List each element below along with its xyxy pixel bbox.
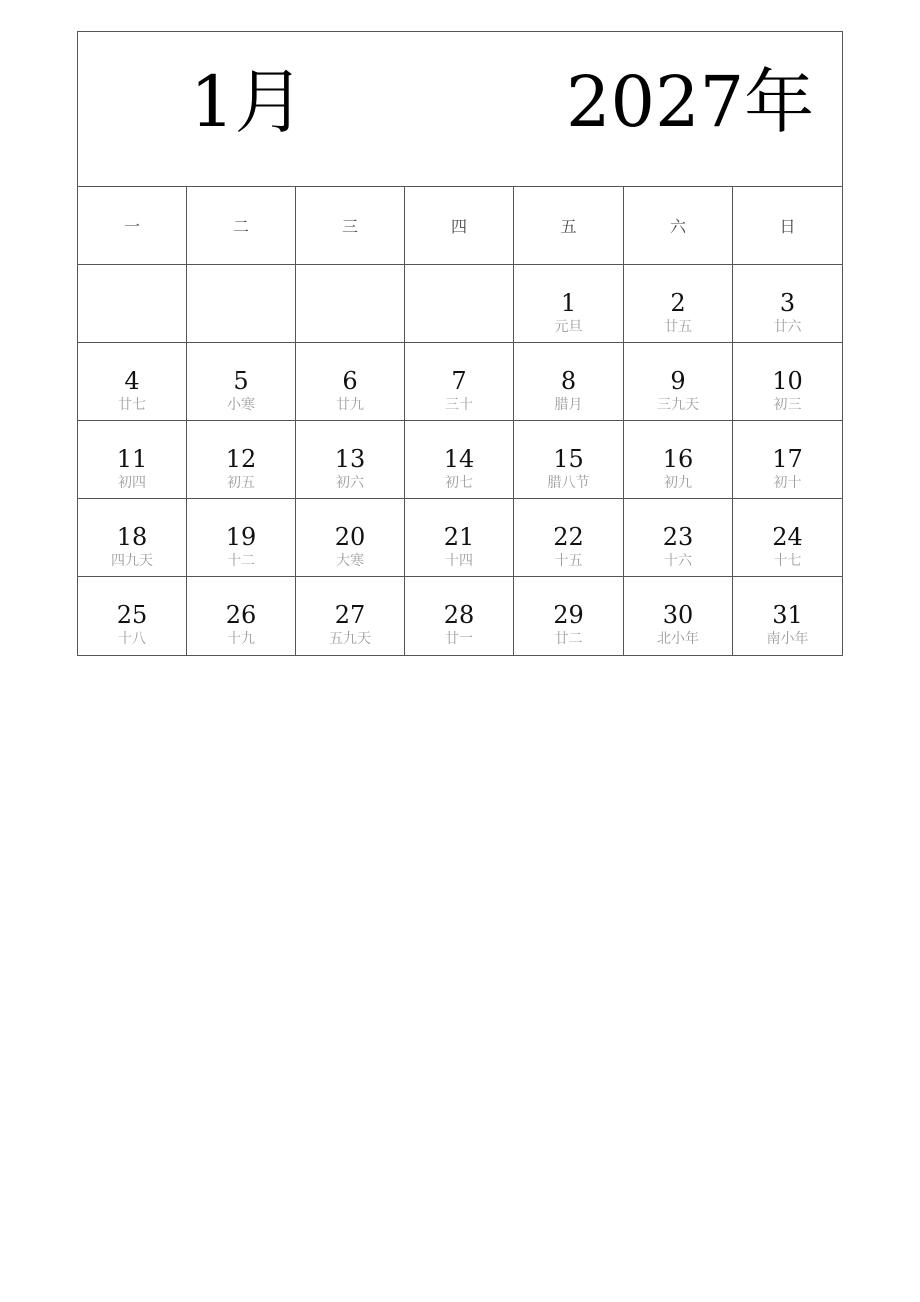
day-number: 26: [225, 601, 257, 629]
weekday-tue: 二: [187, 187, 296, 265]
day-number: 25: [116, 601, 148, 629]
day-cell: [624, 265, 733, 343]
weekday-thu: 四: [405, 187, 514, 265]
day-number: 30: [662, 601, 694, 629]
day-number: 8: [560, 367, 577, 395]
day-cell: [78, 343, 187, 421]
day-cell: [733, 343, 842, 421]
lunar-label: 大寒: [336, 553, 364, 569]
lunar-label: 初三: [773, 397, 802, 413]
day-number: 3: [779, 289, 796, 317]
calendar-header: [78, 32, 842, 187]
day-number: 27: [334, 601, 366, 629]
lunar-label: 十二: [227, 553, 255, 569]
day-cell: [187, 577, 296, 655]
lunar-label: 十六: [664, 553, 692, 569]
day-number: 1: [560, 289, 577, 317]
weekday-mon: 一: [78, 187, 187, 265]
day-cell: [187, 499, 296, 577]
day-cell: [187, 343, 296, 421]
day-cell: [296, 421, 405, 499]
day-cell: [296, 499, 405, 577]
day-cell: [733, 499, 842, 577]
day-number: 16: [662, 445, 694, 473]
lunar-label: 廿二: [554, 631, 583, 647]
lunar-label: 初十: [773, 475, 802, 491]
day-cell: [624, 421, 733, 499]
day-cell: [624, 577, 733, 655]
lunar-label: 初六: [336, 475, 364, 491]
day-cell: [78, 499, 187, 577]
day-number: 18: [116, 523, 148, 551]
day-cell-empty: [187, 265, 296, 343]
lunar-label: 廿九: [336, 397, 364, 413]
day-number: 21: [443, 523, 475, 551]
day-cell: [296, 577, 405, 655]
calendar: [77, 31, 843, 656]
day-cell: [296, 343, 405, 421]
day-cell-empty: [78, 265, 187, 343]
lunar-label: 小寒: [227, 397, 255, 413]
lunar-label: 廿五: [664, 319, 692, 335]
day-number: 10: [772, 367, 803, 395]
day-number: 11: [116, 445, 148, 473]
day-number: 5: [233, 367, 249, 395]
lunar-label: 十四: [445, 553, 473, 569]
calendar-grid: [78, 187, 842, 655]
lunar-label: 元旦: [554, 319, 583, 335]
day-number: 31: [772, 601, 803, 629]
day-number: 13: [334, 445, 366, 473]
lunar-label: 廿一: [445, 631, 473, 647]
lunar-label: 四九天: [111, 553, 153, 569]
lunar-label: 十八: [118, 631, 146, 647]
lunar-label: 初五: [227, 475, 255, 491]
day-number: 17: [772, 445, 803, 473]
day-number: 28: [443, 601, 475, 629]
day-number: 20: [334, 523, 366, 551]
day-number: 4: [124, 367, 140, 395]
day-cell: [733, 421, 842, 499]
lunar-label: 初四: [118, 475, 146, 491]
day-cell: [624, 499, 733, 577]
lunar-label: 十七: [773, 553, 802, 569]
day-cell: [733, 265, 842, 343]
day-number: 22: [553, 523, 584, 551]
lunar-label: 初七: [445, 475, 473, 491]
day-cell: [405, 343, 514, 421]
day-number: 6: [342, 367, 358, 395]
lunar-label: 十九: [227, 631, 255, 647]
day-number: 12: [225, 445, 257, 473]
day-cell: [78, 421, 187, 499]
lunar-label: 三十: [445, 397, 473, 413]
lunar-label: 北小年: [657, 631, 699, 647]
day-cell-empty: [405, 265, 514, 343]
day-cell: [733, 577, 842, 655]
lunar-label: 廿六: [773, 319, 802, 335]
weekday-wed: 三: [296, 187, 405, 265]
day-cell: [514, 343, 624, 421]
year-title: 2027年: [566, 61, 815, 143]
lunar-label: 十五: [554, 553, 583, 569]
day-number: 2: [670, 289, 686, 317]
weekday-sat: 六: [624, 187, 733, 265]
lunar-label: 南小年: [766, 631, 809, 647]
day-number: 24: [772, 523, 803, 551]
day-number: 19: [225, 523, 257, 551]
day-cell: [514, 265, 624, 343]
month-title: 1月: [190, 61, 305, 143]
day-cell: [624, 343, 733, 421]
day-number: 29: [553, 601, 584, 629]
lunar-label: 腊八节: [547, 475, 590, 491]
lunar-label: 三九天: [657, 397, 699, 413]
day-number: 9: [670, 367, 686, 395]
lunar-label: 初九: [664, 475, 692, 491]
day-cell: [514, 499, 624, 577]
day-cell: [187, 421, 296, 499]
weekday-fri: 五: [514, 187, 624, 265]
lunar-label: 廿七: [118, 397, 146, 413]
lunar-label: 五九天: [329, 631, 371, 647]
day-cell: [405, 421, 514, 499]
day-cell: [514, 421, 624, 499]
day-cell: [405, 577, 514, 655]
day-cell: [78, 577, 187, 655]
day-cell-empty: [296, 265, 405, 343]
day-number: 23: [662, 523, 694, 551]
day-number: 15: [553, 445, 584, 473]
day-number: 7: [451, 367, 467, 395]
day-cell: [405, 499, 514, 577]
lunar-label: 腊月: [554, 397, 583, 413]
day-cell: [514, 577, 624, 655]
weekday-sun: 日: [733, 187, 842, 265]
day-number: 14: [443, 445, 475, 473]
